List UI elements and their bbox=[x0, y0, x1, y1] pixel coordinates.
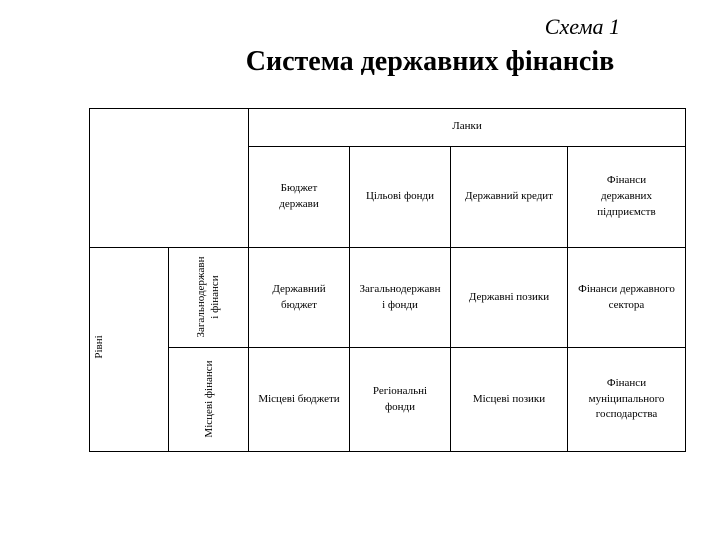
column-header-budget: Бюджет держави bbox=[279, 182, 319, 210]
level-label-national: Загальнодержавн і фінанси bbox=[195, 256, 221, 338]
level-label-local: Місцеві фінанси bbox=[203, 360, 215, 438]
table-cell-r2c3: Місцеві позики bbox=[472, 392, 546, 405]
column-header-enterprise-finance: Фінанси державних підприємств bbox=[597, 174, 656, 218]
table-cell-r2c1: Місцеві бюджети bbox=[258, 392, 340, 405]
table-cell-r1c3: Державні позики bbox=[468, 290, 550, 303]
axis-divider bbox=[168, 247, 169, 452]
table-cell-r1c2: Загальнодержавн і фонди bbox=[359, 282, 441, 311]
table-cell-r2c2: Регіональні фонди bbox=[372, 384, 428, 413]
table-cell-r1c4: Фінанси державного сектора bbox=[578, 282, 675, 311]
table-cell-r1c1: Державний бюджет bbox=[272, 282, 326, 311]
links-header: Ланки bbox=[452, 120, 482, 133]
column-header-state-credit: Державний кредит bbox=[465, 190, 553, 203]
table-border-bottom bbox=[89, 451, 686, 452]
table-cell-r2c4: Фінанси муніципального господарства bbox=[588, 376, 665, 421]
page-title: Система державних фінансів bbox=[245, 46, 615, 77]
table-border-left bbox=[89, 108, 90, 452]
scheme-label: Схема 1 bbox=[544, 14, 620, 39]
levels-axis-label: Рівні bbox=[93, 335, 105, 359]
column-header-target-funds: Цільові фонди bbox=[365, 190, 434, 203]
table-border-right bbox=[685, 108, 686, 452]
